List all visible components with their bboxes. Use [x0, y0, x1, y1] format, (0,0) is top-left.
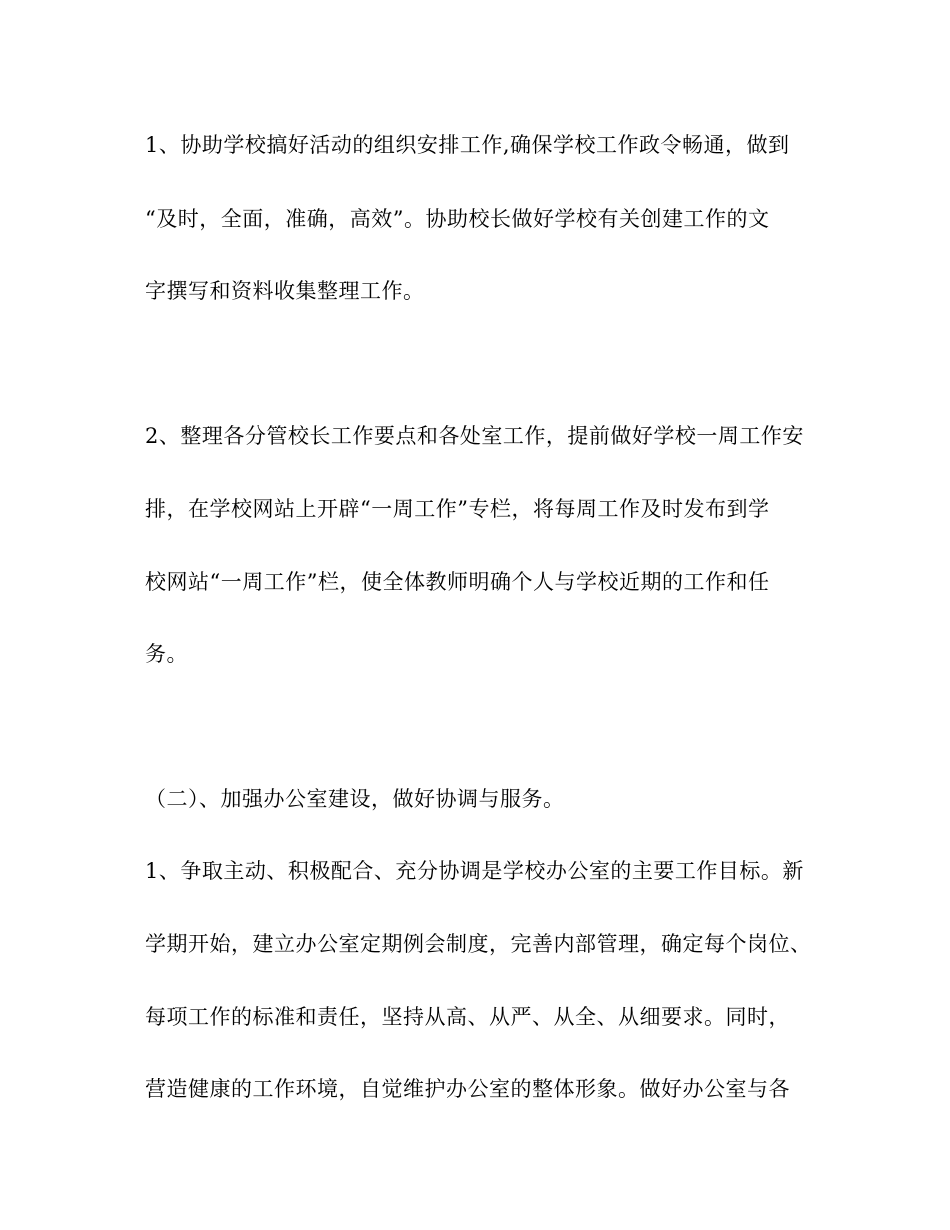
- paragraph-line: 营造健康的工作环境，自觉维护办公室的整体形象。做好办公室与各: [145, 1077, 790, 1101]
- paragraph-line: 校网站“一周工作”栏，使全体教师明确个人与学校近期的工作和任: [145, 570, 770, 594]
- paragraph-line: “及时，全面，准确，高效”。协助校长做好学校有关创建工作的文: [145, 207, 770, 231]
- paragraph-line: 排，在学校网站上开辟“一周工作”专栏，将每周工作及时发布到学: [145, 497, 770, 521]
- paragraph-line: 务。: [145, 642, 188, 666]
- paragraph-line: 1、协助学校搞好活动的组织安排工作,确保学校工作政令畅通，做到: [145, 133, 790, 157]
- section-heading: （二）、加强办公室建设，做好协调与服务。: [145, 787, 565, 811]
- paragraph-line: 1、争取主动、积极配合、充分协调是学校办公室的主要工作目标。新: [145, 859, 804, 883]
- paragraph-line: 2、整理各分管校长工作要点和各处室工作，提前做好学校一周工作安: [145, 424, 804, 448]
- paragraph-line: 每项工作的标准和责任，坚持从高、从严、从全、从细要求。同时，: [145, 1005, 790, 1029]
- paragraph-line: 学期开始，建立办公室定期例会制度，完善内部管理，确定每个岗位、: [145, 932, 812, 956]
- paragraph-line: 字撰写和资料收集整理工作。: [145, 279, 425, 303]
